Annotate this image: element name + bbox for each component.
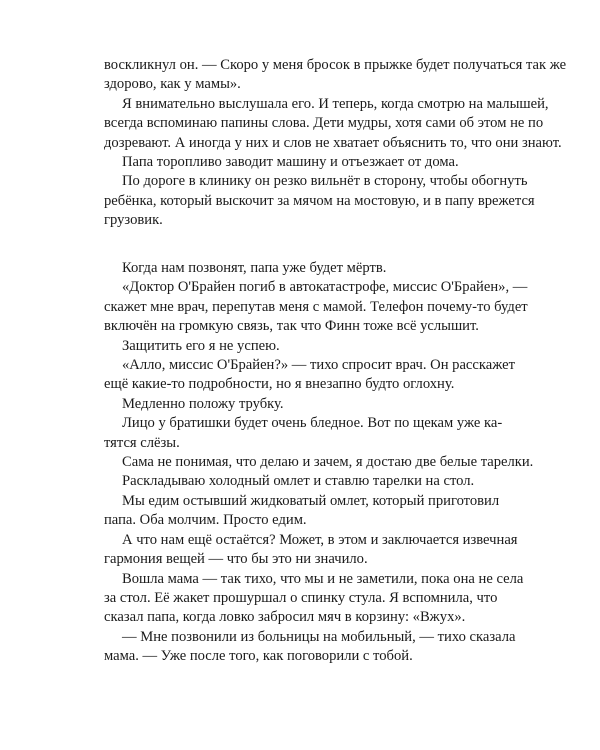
paragraph [104,259,496,278]
paragraph [104,472,496,491]
paragraph [104,570,524,628]
text-line: воскликнул он. — Скоро у меня бросок в прыжке будет получаться так же [104,57,567,73]
paragraph [104,95,562,153]
paragraph [104,395,496,414]
text-line: всегда вспоминаю папины слова. Дети мудры, хотя сами об этом не по [104,115,544,132]
paragraph [104,172,535,230]
text-line: Когда нам позвонят, папа уже будет мёртв. [122,260,387,276]
paragraph [104,414,503,453]
text-line: «Алло, миссис О'Брайен?» — тихо спросит врач. Он расскажет [122,357,515,374]
text-line: папа. Оба молчим. Просто едим. [104,512,307,529]
text-line: здорово, как у мамы». [104,76,241,93]
paragraph [104,56,567,95]
paragraph [104,153,496,172]
text-line: Сама не понимая, что делаю и зачем, я достаю две белые тарелки. [122,454,534,471]
text-line: скажет мне врач, перепутав меня с мамой. Телефон почему-то будет [104,298,528,315]
text-line: Защитить его я не успею. [122,337,280,354]
text-line: — Мне позвонили из больницы на мобильный, — тихо сказала [122,628,516,645]
text-line: Я внимательно выслушала его. И теперь, когда смотрю на малышей, [122,95,549,112]
paragraph [104,337,496,356]
text-line: тятся слёзы. [104,434,180,451]
text-line: Папа торопливо заводит машину и отъезжает от дома. [122,154,459,171]
paragraph [104,453,534,472]
text-line: ещё какие-то подробности, но я внезапно будто оглохну. [104,376,455,393]
text-line: Медленно положу трубку. [122,395,284,412]
text-line: грузовик. [104,212,163,229]
paragraph [104,278,528,336]
text-line: Раскладываю холодный омлет и ставлю тарелки на стол. [122,473,475,490]
text-section-2 [104,259,534,667]
text-line: дозревают. А иногда у них и слов не хватает объяснить то, что они знают. [104,134,562,151]
paragraph [104,356,515,395]
text-line: Лицо у братишки будет очень бледное. Вот по щекам уже ка- [122,415,503,432]
text-line: мама. — Уже после того, как поговорили с тобой. [104,648,413,665]
text-section-1 [104,56,567,231]
text-line: Вошла мама — так тихо, что мы и не заметили, пока она не села [122,570,524,587]
paragraph [104,492,500,531]
text-line: сказал папа, когда ловко забросил мяч в корзину: «Вжух». [104,609,466,626]
paragraph [104,531,518,570]
text-line: А что нам ещё остаётся? Может, в этом и заключается извечная [122,531,518,548]
text-line: гармония вещей — что бы это ни значило. [104,551,368,568]
text-line: за стол. Её жакет прошуршал о спинку стула. Я вспомнила, что [104,589,498,606]
text-line: «Доктор О'Брайен погиб в автокатастрофе, миссис О'Брайен», — [122,279,528,296]
text-line: Мы едим остывший жидковатый омлет, который приготовил [122,492,500,509]
text-line: ребёнка, который выскочит за мячом на мостовую, и в папу врежется [104,192,535,209]
paragraph [104,628,516,667]
text-line: включён на громкую связь, так что Финн тоже всё услышит. [104,318,479,335]
text-line: По дороге в клинику он резко вильнёт в сторону, чтобы обогнуть [122,173,528,190]
